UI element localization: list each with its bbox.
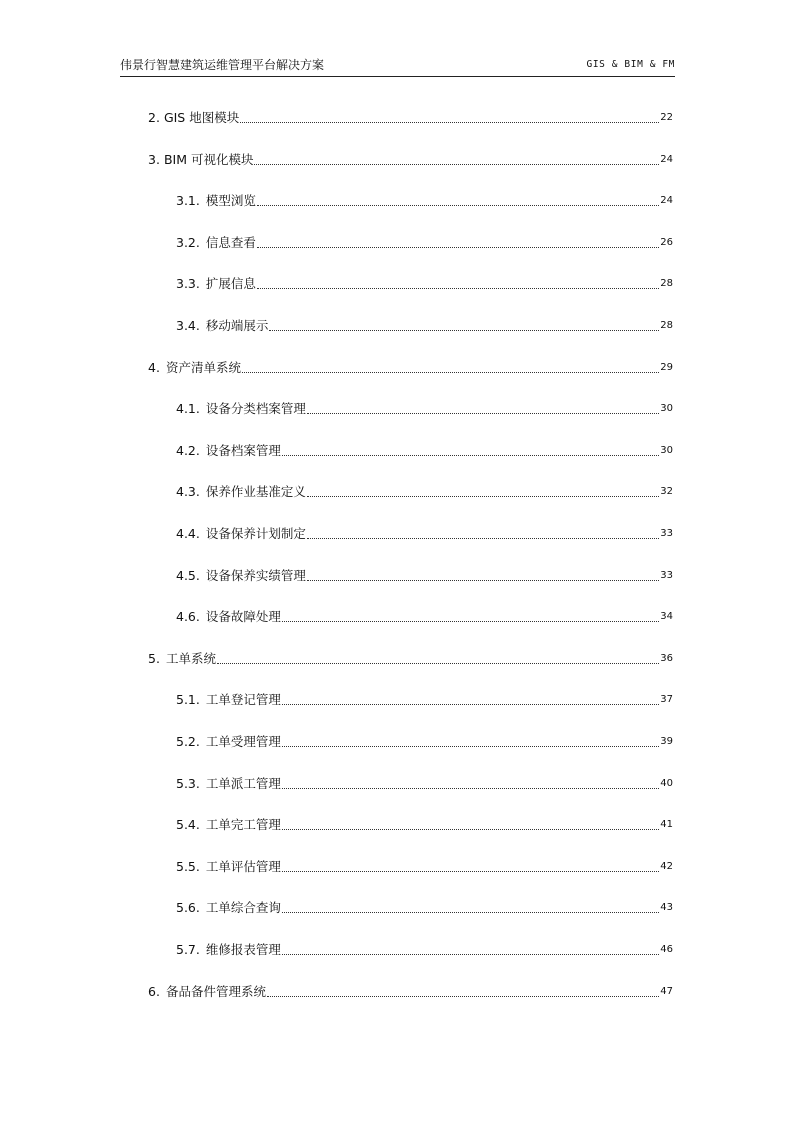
toc-entry-title: 设备档案管理 [205,443,281,458]
toc-dot-leader [282,870,659,872]
toc-entry-number: 5.2. [176,734,200,749]
toc-dot-leader [282,745,659,747]
toc-dot-leader [282,620,659,622]
toc-entry-title: 信息查看 [205,235,256,250]
toc-entry-page-number: 24 [660,195,673,206]
toc-entry[interactable] [148,358,673,376]
toc-dot-leader [257,204,659,206]
toc-entry-number: 5. [148,651,160,666]
toc-entry-title: 工单系统 [165,651,216,666]
toc-entry[interactable] [176,940,673,958]
toc-entry[interactable] [176,815,673,833]
toc-entry[interactable] [176,524,673,542]
toc-entry-page-number: 26 [660,237,673,248]
toc-dot-leader [307,412,659,414]
toc-dot-leader [282,911,659,913]
toc-dot-leader [307,579,659,581]
toc-entry-number: 3. [148,152,160,167]
toc-entry[interactable] [148,108,673,126]
toc-entry-number: 3.3. [176,276,200,291]
toc-entry-page-number: 43 [660,902,673,913]
toc-dot-leader [269,329,659,331]
toc-dot-leader [240,121,659,123]
toc-entry-page-number: 22 [660,112,673,123]
document-subtitle: GIS & BIM & FM [586,59,675,70]
toc-entry-number: 4. [148,360,160,375]
toc-entry-page-number: 30 [660,403,673,414]
toc-entry-number: 2. [148,110,160,125]
toc-dot-leader [282,454,659,456]
toc-entry-title: 移动端展示 [205,318,269,333]
toc-entry-page-number: 33 [660,570,673,581]
toc-entry-number: 3.1. [176,193,200,208]
toc-entry-page-number: 34 [660,611,673,622]
toc-entry[interactable] [148,982,673,1000]
toc-entry-title: 备品备件管理系统 [165,984,266,999]
toc-dot-leader [282,787,659,789]
toc-entry-page-number: 29 [660,362,673,373]
toc-entry-title: 工单受理管理 [205,734,281,749]
toc-dot-leader [267,995,659,997]
toc-dot-leader [257,246,659,248]
toc-entry-number: 4.4. [176,526,200,541]
toc-entry[interactable] [176,690,673,708]
toc-entry[interactable] [176,441,673,459]
toc-entry-page-number: 46 [660,944,673,955]
toc-entry-page-number: 33 [660,528,673,539]
toc-entry-page-number: 36 [660,653,673,664]
toc-entry[interactable] [176,482,673,500]
toc-entry-title: 工单派工管理 [205,776,281,791]
toc-entry[interactable] [176,566,673,584]
toc-entry-title: 维修报表管理 [205,942,281,957]
toc-entry[interactable] [176,399,673,417]
toc-dot-leader [217,662,659,664]
toc-entry[interactable] [176,233,673,251]
toc-entry[interactable] [176,191,673,209]
toc-entry[interactable] [176,316,673,334]
toc-entry-page-number: 39 [660,736,673,747]
toc-entry[interactable] [176,274,673,292]
toc-entry[interactable] [176,732,673,750]
toc-entry-page-number: 47 [660,986,673,997]
toc-entry-number: 4.6. [176,609,200,624]
toc-entry-page-number: 40 [660,778,673,789]
toc-entry[interactable] [176,607,673,625]
toc-entry-title: BIM 可视化模块 [163,152,254,167]
toc-entry-page-number: 28 [660,320,673,331]
toc-dot-leader [307,495,659,497]
toc-entry-number: 3.4. [176,318,200,333]
toc-dot-leader [282,953,659,955]
toc-entry-title: 保养作业基准定义 [205,484,306,499]
toc-entry-title: 设备故障处理 [205,609,281,624]
toc-entry-page-number: 32 [660,486,673,497]
toc-entry-page-number: 24 [660,154,673,165]
toc-entry-title: 资产清单系统 [165,360,241,375]
toc-entry-number: 5.1. [176,692,200,707]
toc-entry[interactable] [176,774,673,792]
toc-entry-title: 设备保养实绩管理 [205,568,306,583]
toc-entry-number: 4.2. [176,443,200,458]
toc-entry[interactable] [176,857,673,875]
toc-dot-leader [254,163,659,165]
toc-dot-leader [282,828,659,830]
toc-entry-title: 工单登记管理 [205,692,281,707]
toc-entry-title: 设备保养计划制定 [205,526,306,541]
toc-entry-page-number: 28 [660,278,673,289]
toc-entry[interactable] [176,898,673,916]
toc-entry-page-number: 37 [660,694,673,705]
toc-entry-title: 模型浏览 [205,193,256,208]
toc-entry-number: 5.4. [176,817,200,832]
toc-entry-number: 6. [148,984,160,999]
toc-entry-number: 5.7. [176,942,200,957]
toc-entry-number: 5.5. [176,859,200,874]
toc-entry-title: 工单完工管理 [205,817,281,832]
toc-entry-number: 4.3. [176,484,200,499]
toc-entry-page-number: 42 [660,861,673,872]
toc-entry-number: 3.2. [176,235,200,250]
toc-entry-page-number: 41 [660,819,673,830]
toc-entry-number: 5.6. [176,900,200,915]
toc-entry-page-number: 30 [660,445,673,456]
toc-entry-number: 4.1. [176,401,200,416]
toc-dot-leader [257,287,659,289]
document-title: 伟景行智慧建筑运维管理平台解决方案 [120,58,325,72]
toc-entry[interactable] [148,150,673,168]
toc-entry-title: GIS 地图模块 [163,110,240,125]
toc-dot-leader [307,537,659,539]
toc-entry-title: 工单综合查询 [205,900,281,915]
toc-entry-title: 设备分类档案管理 [205,401,306,416]
toc-entry-number: 4.5. [176,568,200,583]
toc-dot-leader [242,371,659,373]
toc-entry[interactable] [148,649,673,667]
toc-entry-title: 扩展信息 [205,276,256,291]
toc-entry-number: 5.3. [176,776,200,791]
toc-dot-leader [282,703,659,705]
toc-entry-title: 工单评估管理 [205,859,281,874]
